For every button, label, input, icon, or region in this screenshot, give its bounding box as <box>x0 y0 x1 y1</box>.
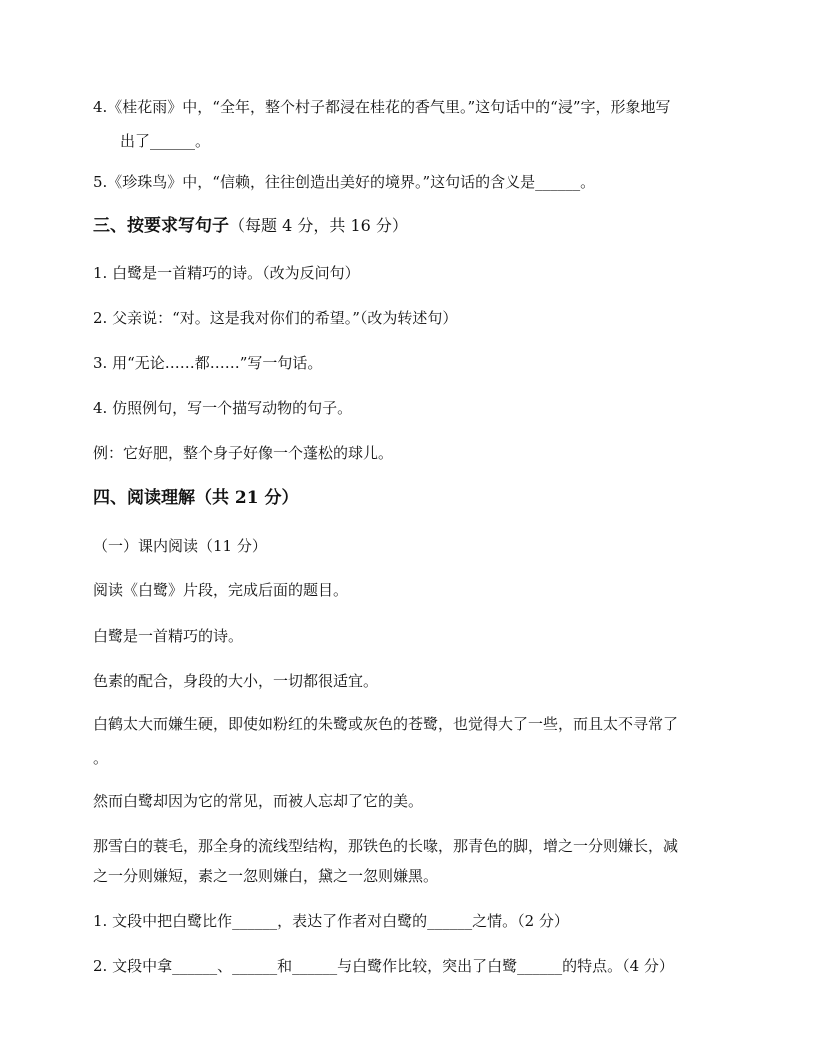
question-4-line-1: 4.《桂花雨》中，“全年，整个村子都浸在桂花的香气里。”这句话中的“浸”字，形象地写 <box>93 98 671 116</box>
passage-paragraph-5-line-1: 那雪白的蓑毛，那全身的流线型结构，那铁色的长喙，那青色的脚，增之一分则嫌长，减 <box>93 837 679 855</box>
passage-paragraph-1: 白鹭是一首精巧的诗。 <box>93 627 244 645</box>
reading-question-1: 1. 文段中把白鹭比作______，表达了作者对白鹭的______之情。（2 分） <box>93 912 569 930</box>
section-4-heading: 四、阅读理解（共 21 分） <box>93 488 299 508</box>
section-3-heading <box>93 216 724 236</box>
reading-question-2: 2. 文段中拿______、______和______与白鹭作比较，突出了白鹭______的特点。（4 分） <box>93 957 674 975</box>
example-sentence: 例：它好肥，整个身子好像一个蓬松的球儿。 <box>93 444 394 462</box>
section-3-score-note: （每题 4 分，共 16 分） <box>229 216 408 235</box>
question-5: 5.《珍珠鸟》中，“信赖，往往创造出美好的境界。”这句话的含义是______。 <box>93 173 596 191</box>
section-3-title: 三、按要求写句子 <box>93 216 229 236</box>
reading-instruction: 阅读《白鹭》片段，完成后面的题目。 <box>93 581 349 599</box>
passage-paragraph-5-line-2: 之一分则嫌短，素之一忽则嫌白，黛之一忽则嫌黑。 <box>93 867 439 885</box>
sentence-task-1: 1. 白鹭是一首精巧的诗。（改为反问句） <box>93 264 360 282</box>
subsection-1-heading: （一）课内阅读（11 分） <box>93 537 267 555</box>
passage-paragraph-3-line-2: 。 <box>93 749 109 767</box>
passage-paragraph-4: 然而白鹭却因为它的常见，而被人忘却了它的美。 <box>93 792 424 810</box>
sentence-task-3: 3. 用“无论……都……”写一句话。 <box>93 354 323 372</box>
sentence-task-2: 2. 父亲说：“对。这是我对你们的希望。”（改为转述句） <box>93 309 458 327</box>
sentence-task-4: 4. 仿照例句，写一个描写动物的句子。 <box>93 399 353 417</box>
question-4-line-2: 出了______。 <box>120 132 211 150</box>
passage-paragraph-3-line-1: 白鹤太大而嫌生硬，即使如粉红的朱鹭或灰色的苍鹭，也觉得大了一些，而且太不寻常了 <box>93 715 679 733</box>
passage-paragraph-2: 色素的配合，身段的大小，一切都很适宜。 <box>93 672 379 690</box>
